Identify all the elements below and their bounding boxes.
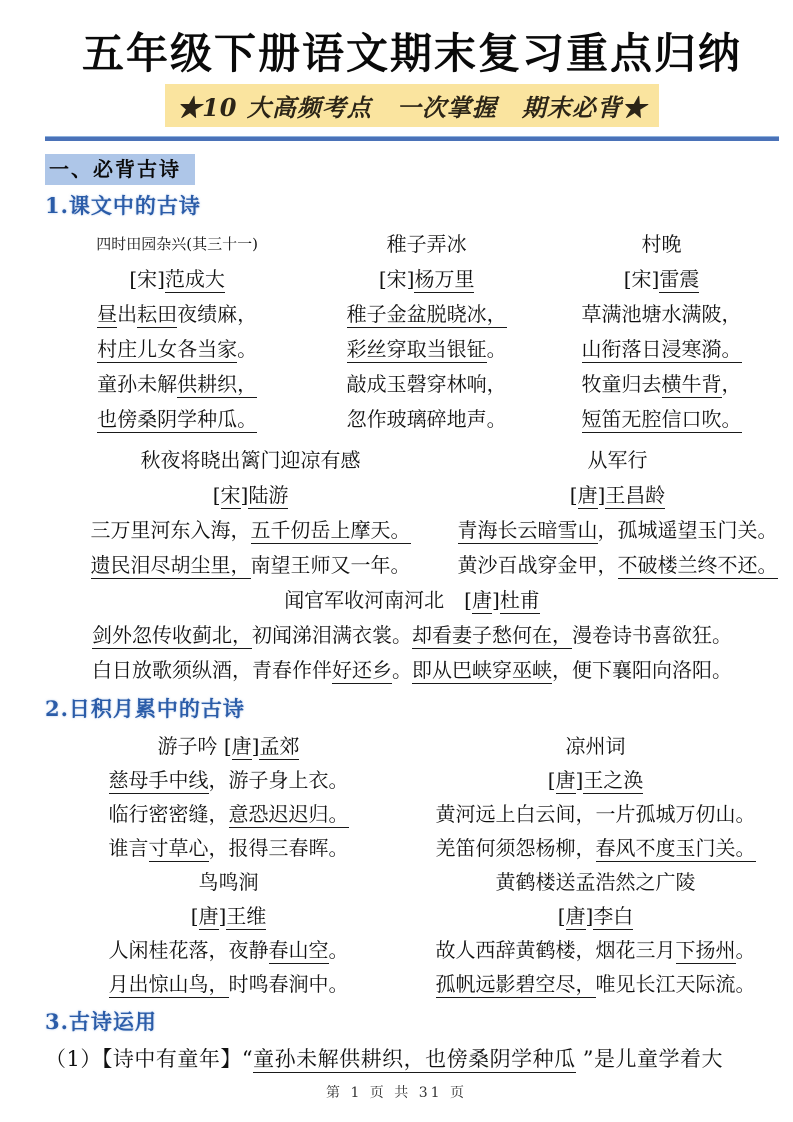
underlined-text: 童孙未解供耕织，也傍桑阴学种瓜 [253,1047,576,1072]
plain-text: 唯见长江天际流。 [595,972,756,997]
poem-title [45,865,412,899]
section2-left-column [45,729,412,1001]
underlined-text: 杜甫 [499,587,540,612]
underlined-text: 雷震 [659,266,700,291]
poem-line [45,402,309,437]
plain-text: 南望王师又一年。 [250,552,411,577]
plain-text: ，游子身上衣。 [208,768,349,793]
poem-line [412,797,779,831]
page-footer: 第 1 页 共 31 页 [326,1085,467,1101]
poem-congjunxing [456,443,779,583]
plain-text: [ [190,904,199,929]
plain-text: 童孙未解 [97,371,178,396]
section1-heading: 一、必背古诗 [45,154,195,185]
underlined-text: 下扬州 [675,938,736,963]
exam-banner: ★10 大高频考点 一次掌握 期末必背★ [165,84,659,127]
plain-text: 出 [117,301,138,326]
plain-text: 。 [735,938,756,963]
plain-text: 谁言 [108,836,149,861]
plain-text: 三万里河东入海， [90,517,251,542]
plain-text: 四时田园杂兴(其三十一) [96,234,258,253]
underlined-text: 唐 [231,734,252,759]
plain-text: 黄沙百战穿金甲， [457,552,618,577]
underlined-text: 王之涣 [583,768,644,793]
plain-text: 黄鹤楼送孟浩然之广陵 [495,870,696,895]
underlined-text: 杨万里 [414,266,475,291]
plain-text: 故人西辞黄鹤楼，烟花三月 [435,938,676,963]
poem-line [45,831,412,865]
poem-line [45,367,309,402]
plain-text: 黄河远上白云间，一片孤城万仞山。 [435,802,756,827]
underlined-text: 王维 [226,904,267,929]
underlined-text: 剑外忽传收蓟北， [92,622,252,647]
poem-title [412,729,779,763]
section1-heading-row [45,154,779,185]
poem-title [45,583,779,618]
plain-text: 羌笛何须怨杨柳， [435,836,596,861]
underlined-text: 稚子金盆脱晓冰， [346,301,507,326]
plain-text: 鸟鸣涧 [198,870,259,895]
poem-sishitianyuan [45,227,309,437]
poem-line [45,933,412,967]
plain-text: ，便下襄阳向洛阳。 [552,657,732,682]
subsection-heading-3: 3.古诗运用 [45,1009,157,1035]
underlined-text: 孟郊 [259,734,300,759]
poem-youziyin [45,729,412,865]
poem-liangzhouci [412,729,779,865]
underlined-text: 供耕织， [177,371,258,396]
poem-title [412,865,779,899]
poem-author [45,899,412,933]
plain-text: 。 [237,336,258,361]
plain-text: 草满池塘水满陂， [581,301,742,326]
poem-line [544,367,779,402]
plain-text: 凉州词 [565,734,626,759]
plain-text: （1）【诗中有童年】“ [45,1047,254,1072]
plain-text: 秋夜将晓出篱门迎凉有感 [140,447,361,472]
poem-line [45,653,779,688]
underlined-text: 横牛背 [661,371,722,396]
plain-text: ] [597,482,606,507]
underlined-text: 遗民泪尽胡尘里， [90,552,251,577]
plain-text: [宋] [378,266,415,291]
poem-line [45,618,779,653]
document-content [45,26,779,1076]
page-title: 五年级下册语文期末复习重点归纳 [81,29,742,78]
poem-row-3 [45,729,779,1001]
plain-text: 。 [392,657,412,682]
poem-wenguanjun [45,583,779,688]
underlined-text: 慈母手中线 [108,768,209,793]
underlined-text: 村庄儿女各当家 [97,336,238,361]
underlined-text: 耘田 [137,301,178,326]
underlined-text: 山衔落日浸寒漪。 [581,336,742,361]
plain-text: ] [575,768,584,793]
poem-title [456,443,779,478]
underlined-text: 不破楼兰终不还。 [617,552,778,577]
subsection-heading-2: 2.日积月累中的古诗 [45,695,245,721]
underlined-text: 范成大 [164,266,225,291]
underlined-text: 也傍桑阴学种瓜。 [97,406,258,431]
underlined-text: 春风不度玉门关。 [595,836,756,861]
poem-author [412,763,779,797]
poem-line [544,332,779,367]
plain-text: ， [721,371,742,396]
poem-author [456,478,779,513]
plain-text: 闻官军收河南河北 [ [284,587,472,612]
plain-text: [ [557,904,566,929]
poem-line [309,367,544,402]
poem-author [309,262,544,297]
plain-text: ] [585,904,594,929]
underlined-text: 春山空 [268,938,329,963]
poem-line [544,297,779,332]
underlined-text: 即从巴峡穿巫峡 [412,657,552,682]
poem-author [45,262,309,297]
poem-line [309,297,544,332]
poem-line [45,797,412,831]
poem-line [45,513,456,548]
poem-line [45,548,456,583]
underlined-text: 唐 [555,768,576,793]
plain-text: 人闲桂花落，夜静 [108,938,269,963]
banner-row [45,84,779,127]
underlined-text: 好还乡 [332,657,392,682]
plain-text: 忽作玻璃碎地声。 [346,406,507,431]
plain-text: 村晚 [641,231,682,256]
plain-text: 敲成玉磬穿林响， [346,371,507,396]
section2-right-column [412,729,779,1001]
poem-cunwan [544,227,779,437]
plain-text: 白日放歌须纵酒，青春作伴 [92,657,332,682]
poem-row-2 [45,443,779,583]
plain-text: ] [492,587,500,612]
poem-title [544,227,779,262]
poem-line [412,831,779,865]
poem-line [309,402,544,437]
plain-text: [ [569,482,578,507]
underlined-text: 李白 [593,904,634,929]
plain-text: [宋] [623,266,660,291]
underlined-text: 王昌龄 [605,482,666,507]
poem-line [45,967,412,1001]
underlined-text: 唐 [565,904,586,929]
plain-text: [ [212,482,221,507]
plain-text: 牧童归去 [581,371,662,396]
underlined-text: 孤帆远影碧空尽， [435,972,596,997]
poem-zhizinongbing [309,227,544,437]
plain-text: 漫卷诗书喜欲狂。 [572,622,732,647]
underlined-text: 意恐迟迟归。 [228,802,349,827]
poem-line [412,967,779,1001]
poem-title [45,227,309,262]
underlined-text: 唐 [577,482,598,507]
poem-title [309,227,544,262]
underlined-text: 唐 [198,904,219,929]
poem-niaomingjian [45,865,412,1001]
plain-text: 初闻涕泪满衣裳。 [252,622,412,647]
poem-line [456,548,779,583]
plain-text: ，报得三春晖。 [208,836,349,861]
plain-text: 。 [486,336,507,361]
poem-author [544,262,779,297]
poem-title [45,729,412,763]
underlined-text: 彩丝穿取当银钲 [346,336,487,361]
poem-author [412,899,779,933]
poem-qiuye [45,443,456,583]
poem-line [309,332,544,367]
plain-text: ”是儿童学着大 [575,1047,724,1072]
poem-title [45,443,456,478]
plain-text: ，孤城遥望玉门关。 [597,517,778,542]
poem-huanghelou [412,865,779,1001]
usage-sentence [45,1042,779,1076]
plain-text: [宋] [129,266,165,291]
underlined-text: 却看妻子愁何在， [412,622,572,647]
plain-text: 游子吟 [ [157,734,232,759]
underlined-text: 月出惊山鸟， [108,972,229,997]
poem-line [45,763,412,797]
plain-text: 从军行 [587,447,648,472]
underlined-text: 五千仞岳上摩天。 [250,517,411,542]
plain-text: 夜绩麻， [177,301,258,326]
underlined-text: 昼 [97,301,118,326]
plain-text: 临行密密缝， [108,802,229,827]
underlined-text: 短笛无腔信口吹。 [581,406,742,431]
blue-divider [45,136,779,141]
underlined-text: 唐 [472,587,492,612]
subsection-heading-1: 1.课文中的古诗 [45,193,201,219]
poem-line [412,933,779,967]
plain-text: 稚子弄冰 [386,231,467,256]
underlined-text: 寸草心 [148,836,209,861]
poem-line [456,513,779,548]
poem-author [45,478,456,513]
plain-text: [ [547,768,556,793]
plain-text: 。 [328,938,349,963]
poem-line [45,332,309,367]
poem-line [544,402,779,437]
plain-text: ] [218,904,227,929]
plain-text: 时鸣春涧中。 [228,972,349,997]
underlined-text: 青海长云暗雪山 [457,517,598,542]
underlined-text: 宋 [220,482,241,507]
plain-text: ] [240,482,249,507]
poem-line [45,297,309,332]
poem-row-1 [45,227,779,437]
plain-text: ] [251,734,260,759]
underlined-text: 陆游 [248,482,289,507]
